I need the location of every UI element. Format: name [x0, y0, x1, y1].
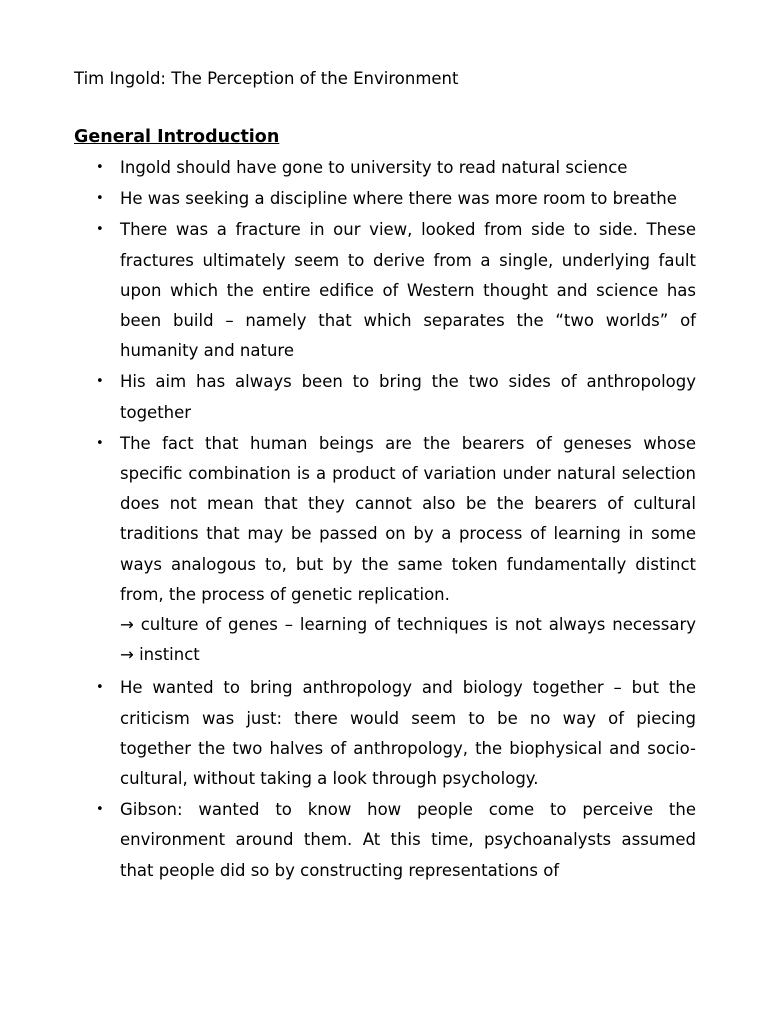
list-item: [74, 184, 696, 214]
list-item: [74, 367, 696, 427]
list-item-note: → culture of genes – learning of techniques is not always necessary → instinct: [120, 615, 696, 665]
list-item-text: There was a fracture in our view, looked from side to side. These fractures ultimately seem to derive from a single, underlying fault upon which the entire edifice of Western thought and science has been build – namely that which separates the “two worlds” of humanity and nature: [120, 220, 696, 361]
list-item-text: Gibson: wanted to know how people come to perceive the environment around them. At this time, psychoanalysts assumed that people did so by constructing representations of: [120, 800, 696, 880]
list-item-text: The fact that human beings are the bearers of geneses whose specific combination is a product of variation under natural selection does not mean that they cannot also be the bearers of cultural traditions that may be passed on by a process of learning in some ways analogous to, but by the same token fundamentally distinct from, the process of genetic replication.: [120, 433, 696, 604]
list-item: [74, 795, 696, 886]
bullet-dot: •: [96, 680, 104, 696]
bullet-list: [74, 153, 696, 887]
list-item: [74, 429, 696, 671]
bullet-dot: •: [96, 222, 104, 238]
list-item-text: Ingold should have gone to university to read natural science: [120, 158, 628, 177]
bullet-dot: •: [96, 374, 104, 390]
list-item: [74, 215, 696, 366]
list-item-text: His aim has always been to bring the two sides of anthropology together: [120, 372, 696, 422]
list-item-text: He wanted to bring anthropology and biology together – but the criticism was just: there would seem to be no way of piecing together the two halves of anthropology, the biophysical and socio-cultural, without taking a look through psychology.: [120, 678, 696, 789]
list-item: [74, 153, 696, 183]
list-item-text: He was seeking a discipline where there was more room to breathe: [120, 189, 677, 209]
bullet-dot: •: [96, 160, 104, 175]
section-heading: General Introduction: [74, 127, 280, 147]
bullet-dot: •: [96, 802, 104, 818]
bullet-dot: •: [96, 191, 104, 207]
list-item: [74, 673, 696, 794]
document-title: Tim Ingold: The Perception of the Environment: [74, 69, 459, 88]
bullet-dot: •: [96, 435, 104, 451]
